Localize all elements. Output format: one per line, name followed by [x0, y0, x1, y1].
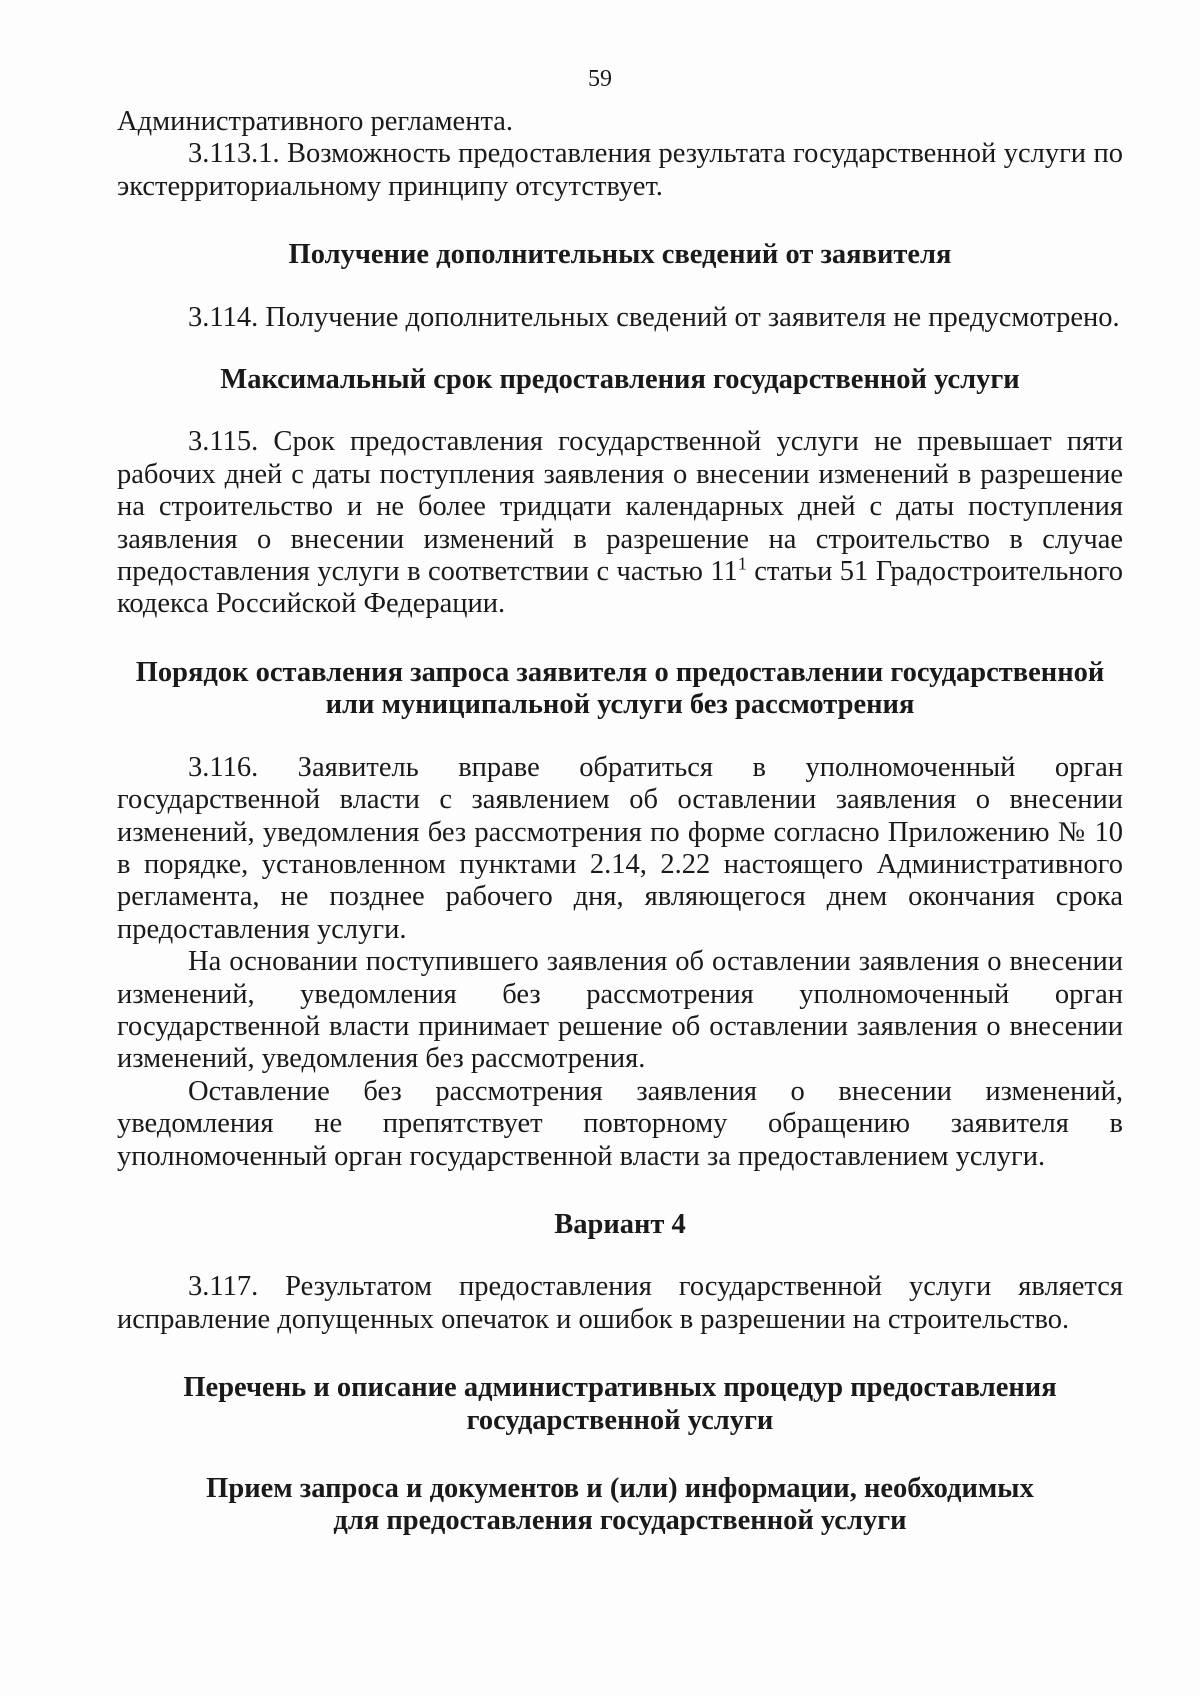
paragraph-no-obstacle: Оставление без рассмотрения заявления о внесении изменений, уведомления не препятствует повторному обращению заявителя в уполномоченный орган государственной власти за предоставлением услуги. — [117, 1075, 1123, 1172]
paragraph-continuation: Административного регламента. — [117, 106, 514, 137]
paragraph-3-115-text: 3.115. Срок предоставления государственной услуги не превышает пяти рабочих дней с даты поступления заявления о внесении изменений в разрешение на строительство и не более тридцати календарных дней с даты поступления заявления о внесении изменений в разрешение на строительство в случае предоставления услуги в соответствии с частью 11 — [117, 426, 1123, 588]
paragraph-3-113-1: 3.113.1. Возможность предоставления результата государственной услуги по экстерриториальному принципу отсутствует. — [117, 138, 1123, 202]
paragraph-3-115-tail: статьи 51 Градостроительного кодекса Российской Федерации. — [117, 556, 1123, 620]
heading-leave-request-line2: или муниципальной услуги без рассмотрения — [325, 689, 915, 721]
paragraph-3-117: 3.117. Результатом предоставления государственной услуги является исправление допущенных опечаток и ошибок в разрешении на строительство. — [117, 1271, 1123, 1335]
document-body — [117, 106, 1123, 1538]
heading-request-intake-line1: Прием запроса и документов и (или) информации, необходимых — [206, 1473, 1034, 1504]
page-number: 59 — [588, 66, 612, 92]
superscript-part-number: 1 — [737, 553, 747, 574]
paragraph-3-116: 3.116. Заявитель вправе обратиться в уполномоченный орган государственной власти с заявлением об оставлении заявления о внесении изменений, уведомления без рассмотрения по форме согласно Приложению № 10 в порядке, установленном пунктами 2.14, 2.22 настоящего Административного регламента, не позднее рабочего дня, являющегося днем окончания срока предоставления услуги. — [117, 751, 1123, 945]
heading-leave-request-line1: Порядок оставления запроса заявителя о предоставлении государственной — [135, 656, 1105, 688]
heading-procedures-line2: государственной услуги — [466, 1404, 774, 1436]
heading-request-intake-line2: для предоставления государственной услуги — [333, 1505, 907, 1537]
paragraph-3-114: 3.114. Получение дополнительных сведений от заявителя не предусмотрено. — [188, 301, 1120, 333]
paragraph-decision: На основании поступившего заявления об оставлении заявления о внесении изменений, уведомления без рассмотрения уполномоченный орган государственной власти принимает решение об оставлении заявления о внесении изменений, уведомления без рассмотрения. — [117, 946, 1123, 1075]
heading-additional-info: Получение дополнительных сведений от заявителя — [288, 239, 952, 271]
heading-max-term: Максимальный срок предоставления государственной услуги — [220, 364, 1020, 396]
heading-procedures-line1: Перечень и описание административных процедур предоставления — [183, 1372, 1057, 1404]
heading-variant-4: Вариант 4 — [554, 1208, 686, 1240]
paragraph-3-115 — [117, 426, 1123, 620]
